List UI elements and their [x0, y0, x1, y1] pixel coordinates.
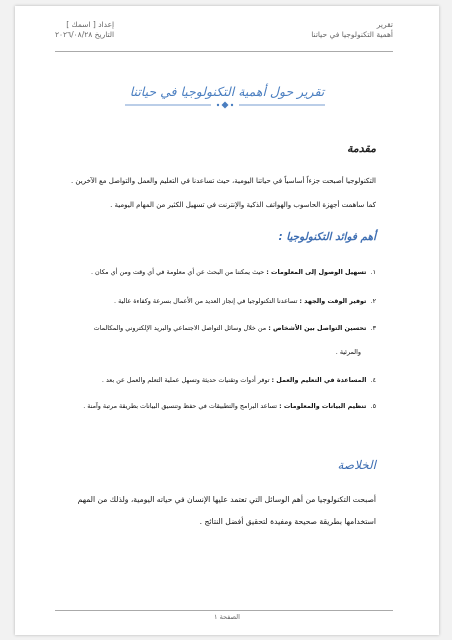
report-date: التاريخ ٢٠٢٦/٠٨/٢٨: [55, 30, 115, 39]
page-title: تقرير حول أهمية التكنولوجيا في حياتنا: [129, 84, 325, 99]
benefit-text: حيث يمكننا من البحث عن أي معلومة في أي وقت ومن أي مكان .: [90, 268, 267, 276]
benefit-text: تساعدنا التكنولوجيا في إنجاز العديد من الأعمال بسرعة وكفاءة عالية .: [114, 297, 300, 305]
benefit-number: ٣.: [370, 324, 376, 332]
benefit-number: ١.: [370, 268, 376, 276]
benefit-item: [83, 402, 376, 410]
report-title: أهمية التكنولوجيا في حياتنا: [311, 30, 393, 39]
benefit-number: ٥.: [370, 402, 376, 410]
benefit-text: توفر أدوات وتقنيات حديثة وتسهل عملية التعلم والعمل عن بعد .: [101, 376, 272, 384]
benefit-item: [114, 297, 376, 305]
intro-paragraph: التكنولوجيا أصبحت جزءاً أساسياً في حياتنا اليومية، حيث تساعدنا في التعليم والعمل والتواصل مع الآخرين .: [70, 177, 376, 185]
benefit-text: تساعد البرامج والتطبيقات في حفظ وتنسيق البيانات بطريقة مرتبة وآمنة .: [83, 402, 280, 410]
header-left: [55, 20, 114, 40]
conclusion-line: أصبحت التكنولوجيا من أهم الوسائل التي تعتمد عليها الإنسان في حياته اليومية، ولذلك من المهم: [77, 495, 376, 504]
benefit-title: تنظيم البيانات والمعلومات :: [279, 402, 367, 410]
prepared-by: إعداد [ اسمك ]: [66, 20, 115, 29]
conclusion-heading: الخلاصة: [337, 458, 376, 472]
intro-paragraph: كما ساهمت أجهزة الحاسوب والهواتف الذكية والإنترنت في تسهيل الكثير من المهام اليومية .: [110, 201, 376, 209]
benefit-item: [91, 268, 376, 276]
footer-divider: [55, 610, 393, 611]
intro-heading: مقدمة: [346, 142, 376, 155]
header-divider: [55, 51, 393, 52]
benefit-title: المساعدة في التعليم والعمل :: [271, 376, 367, 384]
benefit-text: من خلال وسائل التواصل الاجتماعي والبريد الإلكتروني والمكالمات: [93, 324, 269, 332]
header-right: [311, 20, 393, 40]
benefit-number: ٢.: [370, 297, 376, 305]
conclusion-line: استخدامها بطريقة صحيحة ومفيدة لتحقيق أفضل النتائج .: [199, 517, 376, 526]
title-ornament: [125, 100, 325, 110]
benefit-item: [94, 324, 376, 332]
benefits-heading: أهم فوائد التكنولوجيا :: [278, 231, 376, 243]
page-number: الصفحة ١: [214, 613, 240, 621]
benefit-number: ٤.: [370, 376, 376, 384]
benefit-item: [102, 376, 376, 384]
benefit-item-continuation: والمرئية .: [335, 348, 361, 356]
benefit-title: تسهيل الوصول إلى المعلومات :: [266, 268, 367, 276]
document-page: [15, 6, 439, 635]
benefit-title: تحسين التواصل بين الأشخاص :: [268, 324, 367, 332]
report-label: تقرير: [376, 20, 393, 29]
benefit-title: توفير الوقت والجهد :: [299, 297, 367, 305]
